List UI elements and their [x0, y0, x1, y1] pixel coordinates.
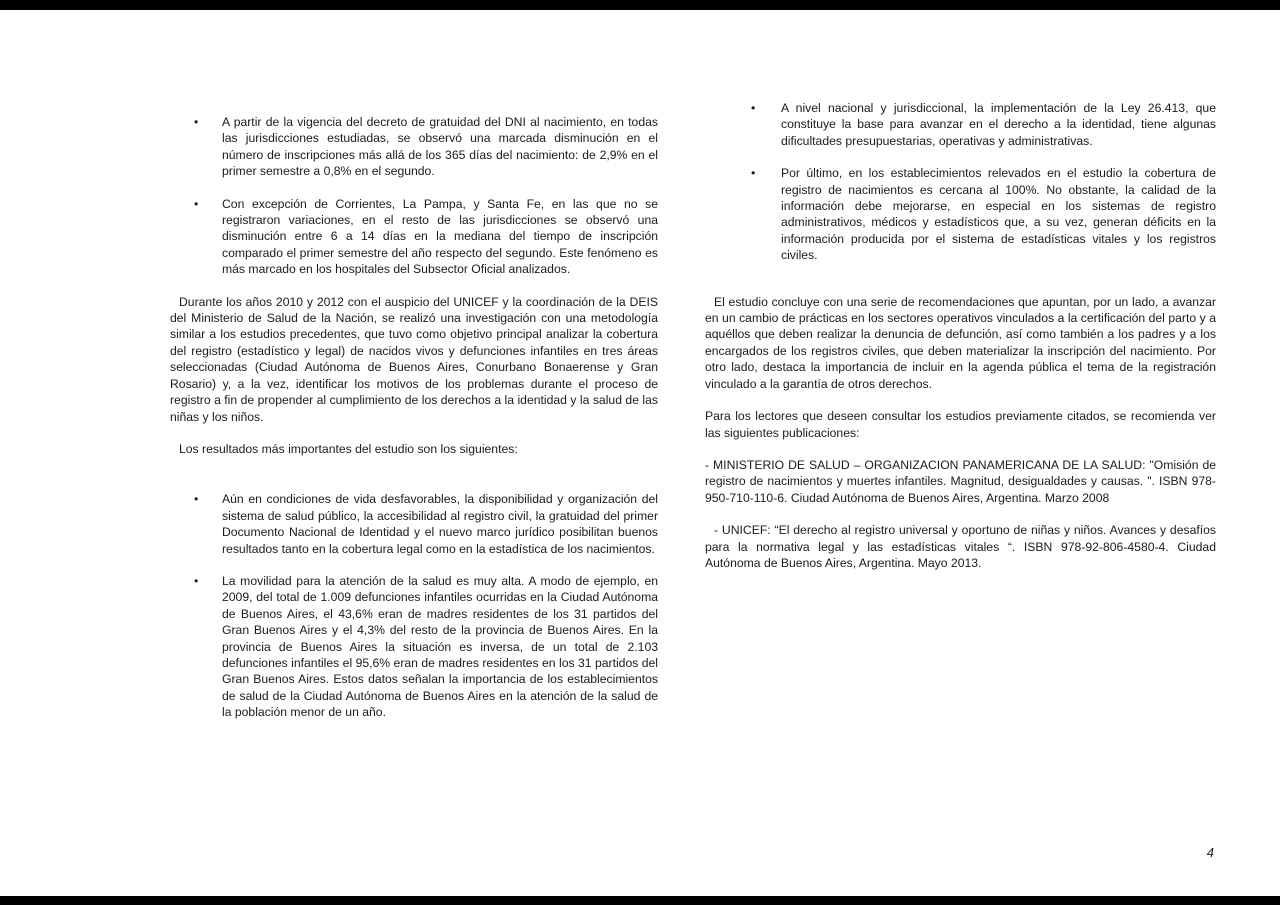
bullet-marker: • — [751, 166, 756, 181]
bullet-marker: • — [194, 573, 199, 588]
bullet-marker: • — [194, 115, 199, 129]
bullet-text: Aún en condiciones de vida desfavorables, la disponibilidad y organización del sistema de salud público, la accesibilidad al registro civil, la gratuidad del primer Documento Nacional de Identidad y el nuevo marco jurídico posibilitan buenos resultados tanto en la cobertura legal como en la estadística de los nacimientos. — [222, 492, 658, 556]
page-edge-bottom — [0, 896, 1280, 905]
bullet-item — [705, 165, 1216, 263]
bullet-text: A partir de la vigencia del decreto de gratuidad del DNI al nacimiento, en todas las jurisdicciones estudiadas, se observó una marcada disminución en el número de inscripciones más allá de los 365 días del nacimiento: de 2,9% en el primer semestre a 0,8% en el segundo. — [222, 115, 658, 179]
bullet-item — [170, 114, 658, 180]
bullet-text: La movilidad para la atención de la salud es muy alta. A modo de ejemplo, en 2009, del total de 1.009 defunciones infantiles ocurridas en la Ciudad Autónoma de Buenos Aires, el 43,6% eran de madres residentes de los 31 partidos del Gran Buenos Aires y el 4,3% del resto de la provincia de Buenos Aires. En la provincia de Buenos Aires la situación es inversa, de un total de 2.103 defunciones infantiles el 95,6% eran de madres residentes en los 31 partidos del Gran Buenos Aires. Estos datos señalan la importancia de los establecimientos de salud de la Ciudad Autónoma de Buenos Aires en la atención de la salud de la población menor de un año. — [222, 573, 658, 720]
left-column — [170, 114, 658, 737]
paragraph-conclusion: El estudio concluye con una serie de recomendaciones que apuntan, por un lado, a avanzar en un cambio de prácticas en los sectores operativos vinculados a la certificación del parto y a aquéllos que deben realizar la denuncia de defunción, así como también a los padres y a los encargados de los registros civiles, que deben materializar la inscripción del nacimiento. Por otro lado, destaca la importancia de incluir en la agenda pública el tema de la registración vinculado a la garantía de otros derechos. — [705, 294, 1216, 391]
bullet-item — [170, 573, 658, 721]
right-column — [705, 100, 1216, 587]
page-number: 4 — [1206, 845, 1214, 860]
paragraph-study: Durante los años 2010 y 2012 con el auspicio del UNICEF y la coordinación de la DEIS del Ministerio de Salud de la Nación, se realizó una investigación con una metodología similar a los estudios precedentes, que tuvo como objetivo principal analizar la cobertura del registro (estadístico y legal) de nacidos vivos y defunciones infantiles en tres áreas seleccionadas (Ciudad Autónoma de Buenos Aires, Conurbano Bonaerense y Gran Rosario) y, a la vez, identificar los motivos de los problemas durante el proceso de registro a fin de propender al cumplimiento de los derechos a la identidad y la salud de las niñas y los niños. — [170, 294, 658, 424]
bullet-marker: • — [194, 492, 199, 507]
bullet-item — [170, 491, 658, 557]
paragraph-readers: Para los lectores que deseen consultar los estudios previamente citados, se recomienda ver las siguientes publicaciones: — [705, 409, 1216, 440]
page-edge-top — [0, 0, 1280, 10]
reference-item: - MINISTERIO DE SALUD – ORGANIZACION PANAMERICANA DE LA SALUD: "Omisión de registro de nacimientos y muertes infantiles. Magnitud, desigualdades y causas. ". ISBN 978-950-710-110-6. Ciudad Autónoma de Buenos Aires, Argentina. Marzo 2008 — [705, 457, 1216, 505]
bullet-item — [170, 196, 658, 278]
bullet-text: Con excepción de Corrientes, La Pampa, y Santa Fe, en las que no se registraron variaciones, en el resto de las jurisdicciones se observó una disminución entre 6 a 14 días en la mediana del tiempo de inscripción comparado el primer semestre del año respecto del segundo. Este fenómeno es más marcado en los hospitales del Subsector Oficial analizados. — [222, 196, 658, 277]
bullet-text: A nivel nacional y jurisdiccional, la implementación de la Ley 26.413, que constituye la base para avanzar en el derecho a la identidad, tiene algunas dificultades presupuestarias, operativas y administrativas. — [781, 101, 1216, 148]
bullet-item — [705, 100, 1216, 149]
bullet-marker: • — [194, 196, 199, 211]
reference-item: - UNICEF: “El derecho al registro universal y oportuno de niñas y niños. Avances y desafíos para la normativa legal y las estadísticas vitales “. ISBN 978-92-806-4580-4. Ciudad Autónoma de Buenos Aires, Argentina. Mayo 2013. — [705, 523, 1216, 570]
results-intro: Los resultados más importantes del estudio son los siguientes: — [179, 441, 518, 456]
bullet-text: Por último, en los establecimientos relevados en el estudio la cobertura de registro de nacimientos es cercana al 100%. No obstante, la calidad de la información debe mejorarse, en especial en los sistemas de registro administrativos, médicos y estadísticos que, a su vez, generan déficits en la información producida por el sistema de estadísticas vitales y los registros civiles. — [781, 166, 1216, 263]
bullet-marker: • — [751, 101, 756, 115]
